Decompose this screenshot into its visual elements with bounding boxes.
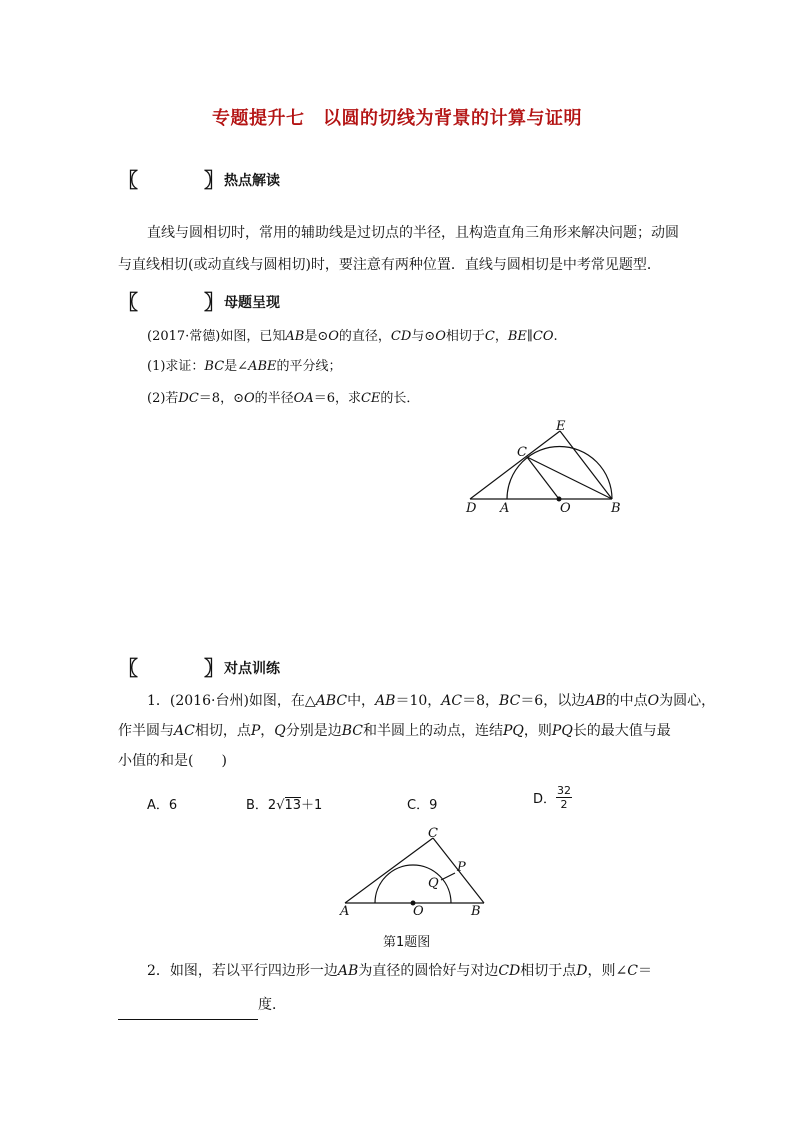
right-bracket-icon: 〗 — [204, 290, 224, 314]
label-a: A — [500, 501, 510, 516]
section-label: 母题呈现 — [224, 295, 280, 311]
section-label: 热点解读 — [224, 173, 280, 189]
answer-blank[interactable] — [118, 1005, 258, 1020]
right-bracket-icon: 〗 — [204, 168, 224, 192]
figure-tangent-semicircle — [455, 412, 635, 522]
fraction: $\frac{32}{2}$ — [557, 784, 572, 811]
segment-pq — [441, 873, 455, 880]
mother-statement: (2017·常德)如图，已知AB是⊙O的直径，CD与⊙O相切于C，BE∥CO. — [147, 329, 558, 344]
choice-b[interactable]: B．2√13＋1 — [246, 798, 323, 813]
choice-a[interactable]: A．6 — [147, 798, 178, 813]
label-d: D — [466, 501, 477, 516]
segment-co — [527, 457, 559, 499]
problem2-line2: 度． — [118, 990, 286, 1020]
hot-text-line2: 与直线相切(或动直线与圆相切)时，要注意有两种位置．直线与圆相切是中考常见题型． — [118, 257, 661, 273]
left-bracket-icon: 〖 — [118, 168, 138, 192]
problem1-line3: 小值的和是( ) — [118, 753, 227, 769]
problem1-line2: 作半圆与AC相切，点P，Q分别是边BC和半圆上的动点，连结PQ，则PQ长的最大值与最 — [118, 723, 671, 739]
label-c: C — [517, 445, 527, 460]
label-c: C — [428, 826, 438, 841]
label-p: P — [457, 860, 466, 875]
section-label: 对点训练 — [224, 661, 280, 677]
right-bracket-icon: 〗 — [204, 656, 224, 680]
left-bracket-icon: 〖 — [118, 290, 138, 314]
side-ac — [345, 838, 433, 903]
choice-d[interactable]: D． $\frac{32}{2}$ — [533, 784, 572, 811]
mother-question-1: (1)求证：BC是∠ABE的平分线； — [147, 359, 342, 374]
semicircle-arc — [375, 865, 451, 903]
label-b: B — [471, 904, 481, 919]
sqrt-icon: √ — [276, 798, 285, 813]
label-q: Q — [428, 876, 439, 891]
choice-c[interactable]: C．9 — [407, 798, 438, 813]
page-title: 专题提升七 以圆的切线为背景的计算与证明 — [212, 108, 582, 129]
mother-question-2: (2)若DC＝8，⊙O的半径OA＝6，求CE的长． — [147, 391, 420, 406]
label-a: A — [340, 904, 350, 919]
label-o: O — [560, 501, 571, 516]
label-e: E — [556, 419, 566, 434]
section-header-train — [118, 656, 280, 680]
left-bracket-icon: 〖 — [118, 656, 138, 680]
figure-caption: 第1题图 — [383, 935, 431, 950]
label-o: O — [413, 904, 424, 919]
segment-cb — [527, 457, 612, 499]
problem1-line1: 1．(2016·台州)如图，在△ABC中，AB＝10，AC＝8，BC＝6，以边AB的中点O为圆心， — [147, 693, 716, 709]
hot-text-line1: 直线与圆相切时，常用的辅助线是过切点的半径，且构造直角三角形来解决问题；动圆 — [147, 225, 679, 241]
segment-eb — [560, 431, 612, 499]
section-header-mother — [118, 290, 280, 314]
tangent-line-de — [470, 431, 560, 499]
problem2-line1: 2．如图，若以平行四边形一边AB为直径的圆恰好与对边CD相切于点D，则∠C＝ — [147, 963, 652, 979]
figure-triangle-semicircle — [335, 822, 495, 922]
section-header-hot — [118, 168, 280, 192]
label-b: B — [611, 501, 621, 516]
